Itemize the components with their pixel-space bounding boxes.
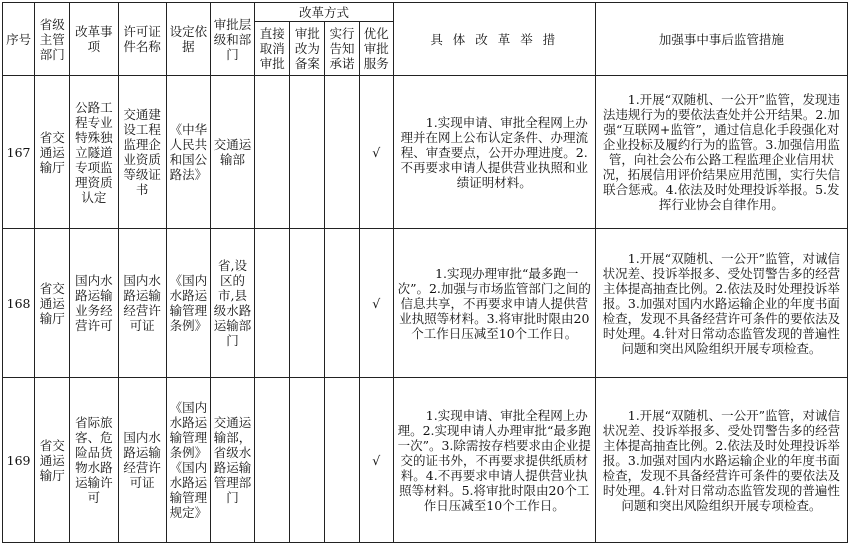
supervision-text: 1.开展“双随机、一公开”监管，发现违法违规行为的要依法查处并公开结果。2.加强“互联网+监管”，通过信息化手段强化对企业投标及履约行为的监管。3.加强信用监管，向社会公布公路工程监理企业信用状况，拓展信用评价结果应用范围，实行失信联合惩戒。4.依法及时处理投诉举报。5.发挥行业协会自律作用。 [602, 92, 841, 212]
header-seq: 序号 [3, 3, 35, 76]
table-row [3, 378, 848, 543]
header-item: 改革事项 [70, 3, 118, 76]
cell-to-filing [290, 76, 325, 229]
cell-measures [393, 378, 595, 543]
cell-notify-promise [325, 229, 359, 378]
measures-text: 1.实现办理审批“最多跑一次”。2.加强与市场监管部门之间的信息共享，不再要求申请人提供营业执照等材料。3.将审批时限由20个工作日压减至10个工作日。 [397, 265, 591, 341]
cell-license: 国内水路运输经营许可证 [118, 378, 166, 543]
cell-optimize-check: √ [359, 378, 393, 543]
header-method-optimize: 优化审批服务 [359, 22, 393, 76]
cell-supervision [595, 76, 847, 229]
cell-supervision [595, 229, 847, 378]
reform-table [2, 2, 848, 543]
cell-supervision [595, 378, 847, 543]
cell-dept: 省交通运输厅 [35, 378, 70, 543]
cell-approval-level: 交通运输部 [210, 76, 254, 229]
cell-seq: 167 [3, 76, 35, 229]
supervision-text: 1.开展“双随机、一公开”监管，对诚信状况差、投诉举报多、受处罚警告多的经营主体提高抽查比例。2.依法及时处理投诉举报。3.加强对国内水路运输企业的年度书面检查，发现不具备经营许可条件的要依法及时处理。4.针对日常动态监管发现的普遍性问题和突出风险组织开展专项检查。 [602, 407, 841, 513]
cell-seq: 168 [3, 229, 35, 378]
cell-to-filing [290, 378, 325, 543]
header-license: 许可证件名称 [118, 3, 166, 76]
cell-to-filing [290, 229, 325, 378]
cell-dept: 省交通运输厅 [35, 229, 70, 378]
cell-license: 国内水路运输经营许可证 [118, 229, 166, 378]
cell-notify-promise [325, 76, 359, 229]
cell-basis: 《中华人民共和国公路法》 [166, 76, 210, 229]
table-row [3, 76, 848, 229]
cell-cancel [255, 76, 290, 229]
supervision-text: 1.开展“双随机、一公开”监管，对诚信状况差、投诉举报多、受处罚警告多的经营主体提高抽查比例。2.依法及时处理投诉举报。3.加强对国内水路运输企业的年度书面检查，发现不具备经营许可条件的要依法及时处理。4.针对日常动态监管发现的普遍性问题和突出风险组织开展专项检查。 [602, 250, 841, 356]
cell-seq: 169 [3, 378, 35, 543]
cell-item: 公路工程专业特殊独立隧道专项监理资质认定 [70, 76, 118, 229]
cell-measures [393, 76, 595, 229]
cell-approval-level: 交通运输部，省级水路运输管理部门 [210, 378, 254, 543]
measures-text: 1.实现申请、审批全程网上办理并在网上公布认定条件、办理流程、审查要点，公开办理进度。2.不再要求申请人提供营业执照和业绩证明材料。 [400, 114, 588, 190]
cell-cancel [255, 229, 290, 378]
header-approval-level: 审批层级和部门 [210, 3, 254, 76]
header-dept: 省级主管部门 [35, 3, 70, 76]
header-measures: 具 体 改 革 举 措 [393, 3, 595, 76]
header-reform-method: 改革方式 [255, 3, 394, 22]
cell-optimize-check: √ [359, 76, 393, 229]
cell-item: 国内水路运输业务经营许可 [70, 229, 118, 378]
cell-dept: 省交通运输厅 [35, 76, 70, 229]
measures-text: 1.实现申请、审批全程网上办理。2.实现申请人办理审批“最多跑一次”。3.除需按存档要求由企业提交的证书外，不再要求提供纸质材料。4.不再要求申请人提供营业执照等材料。5.将审批时限由20个工作日压减至10个工作日。 [397, 407, 591, 513]
cell-approval-level: 省,设区的市,县级水路运输部门 [210, 229, 254, 378]
table-row [3, 229, 848, 378]
header-method-cancel: 直接取消审批 [255, 22, 290, 76]
header-method-filing: 审批改为备案 [290, 22, 325, 76]
cell-optimize-check: √ [359, 229, 393, 378]
cell-notify-promise [325, 378, 359, 543]
cell-measures [393, 229, 595, 378]
cell-item: 省际旅客、危险品货物水路运输许可 [70, 378, 118, 543]
header-basis: 设定依据 [166, 3, 210, 76]
header-supervision: 加强事中事后监管措施 [595, 3, 847, 76]
header-method-notify: 实行告知承诺 [325, 22, 359, 76]
cell-basis: 《国内水路运输管理条例》《国内水路运输管理规定》 [166, 378, 210, 543]
cell-license: 交通建设工程监理企业资质等级证书 [118, 76, 166, 229]
cell-cancel [255, 378, 290, 543]
cell-basis: 《国内水路运输管理条例》 [166, 229, 210, 378]
